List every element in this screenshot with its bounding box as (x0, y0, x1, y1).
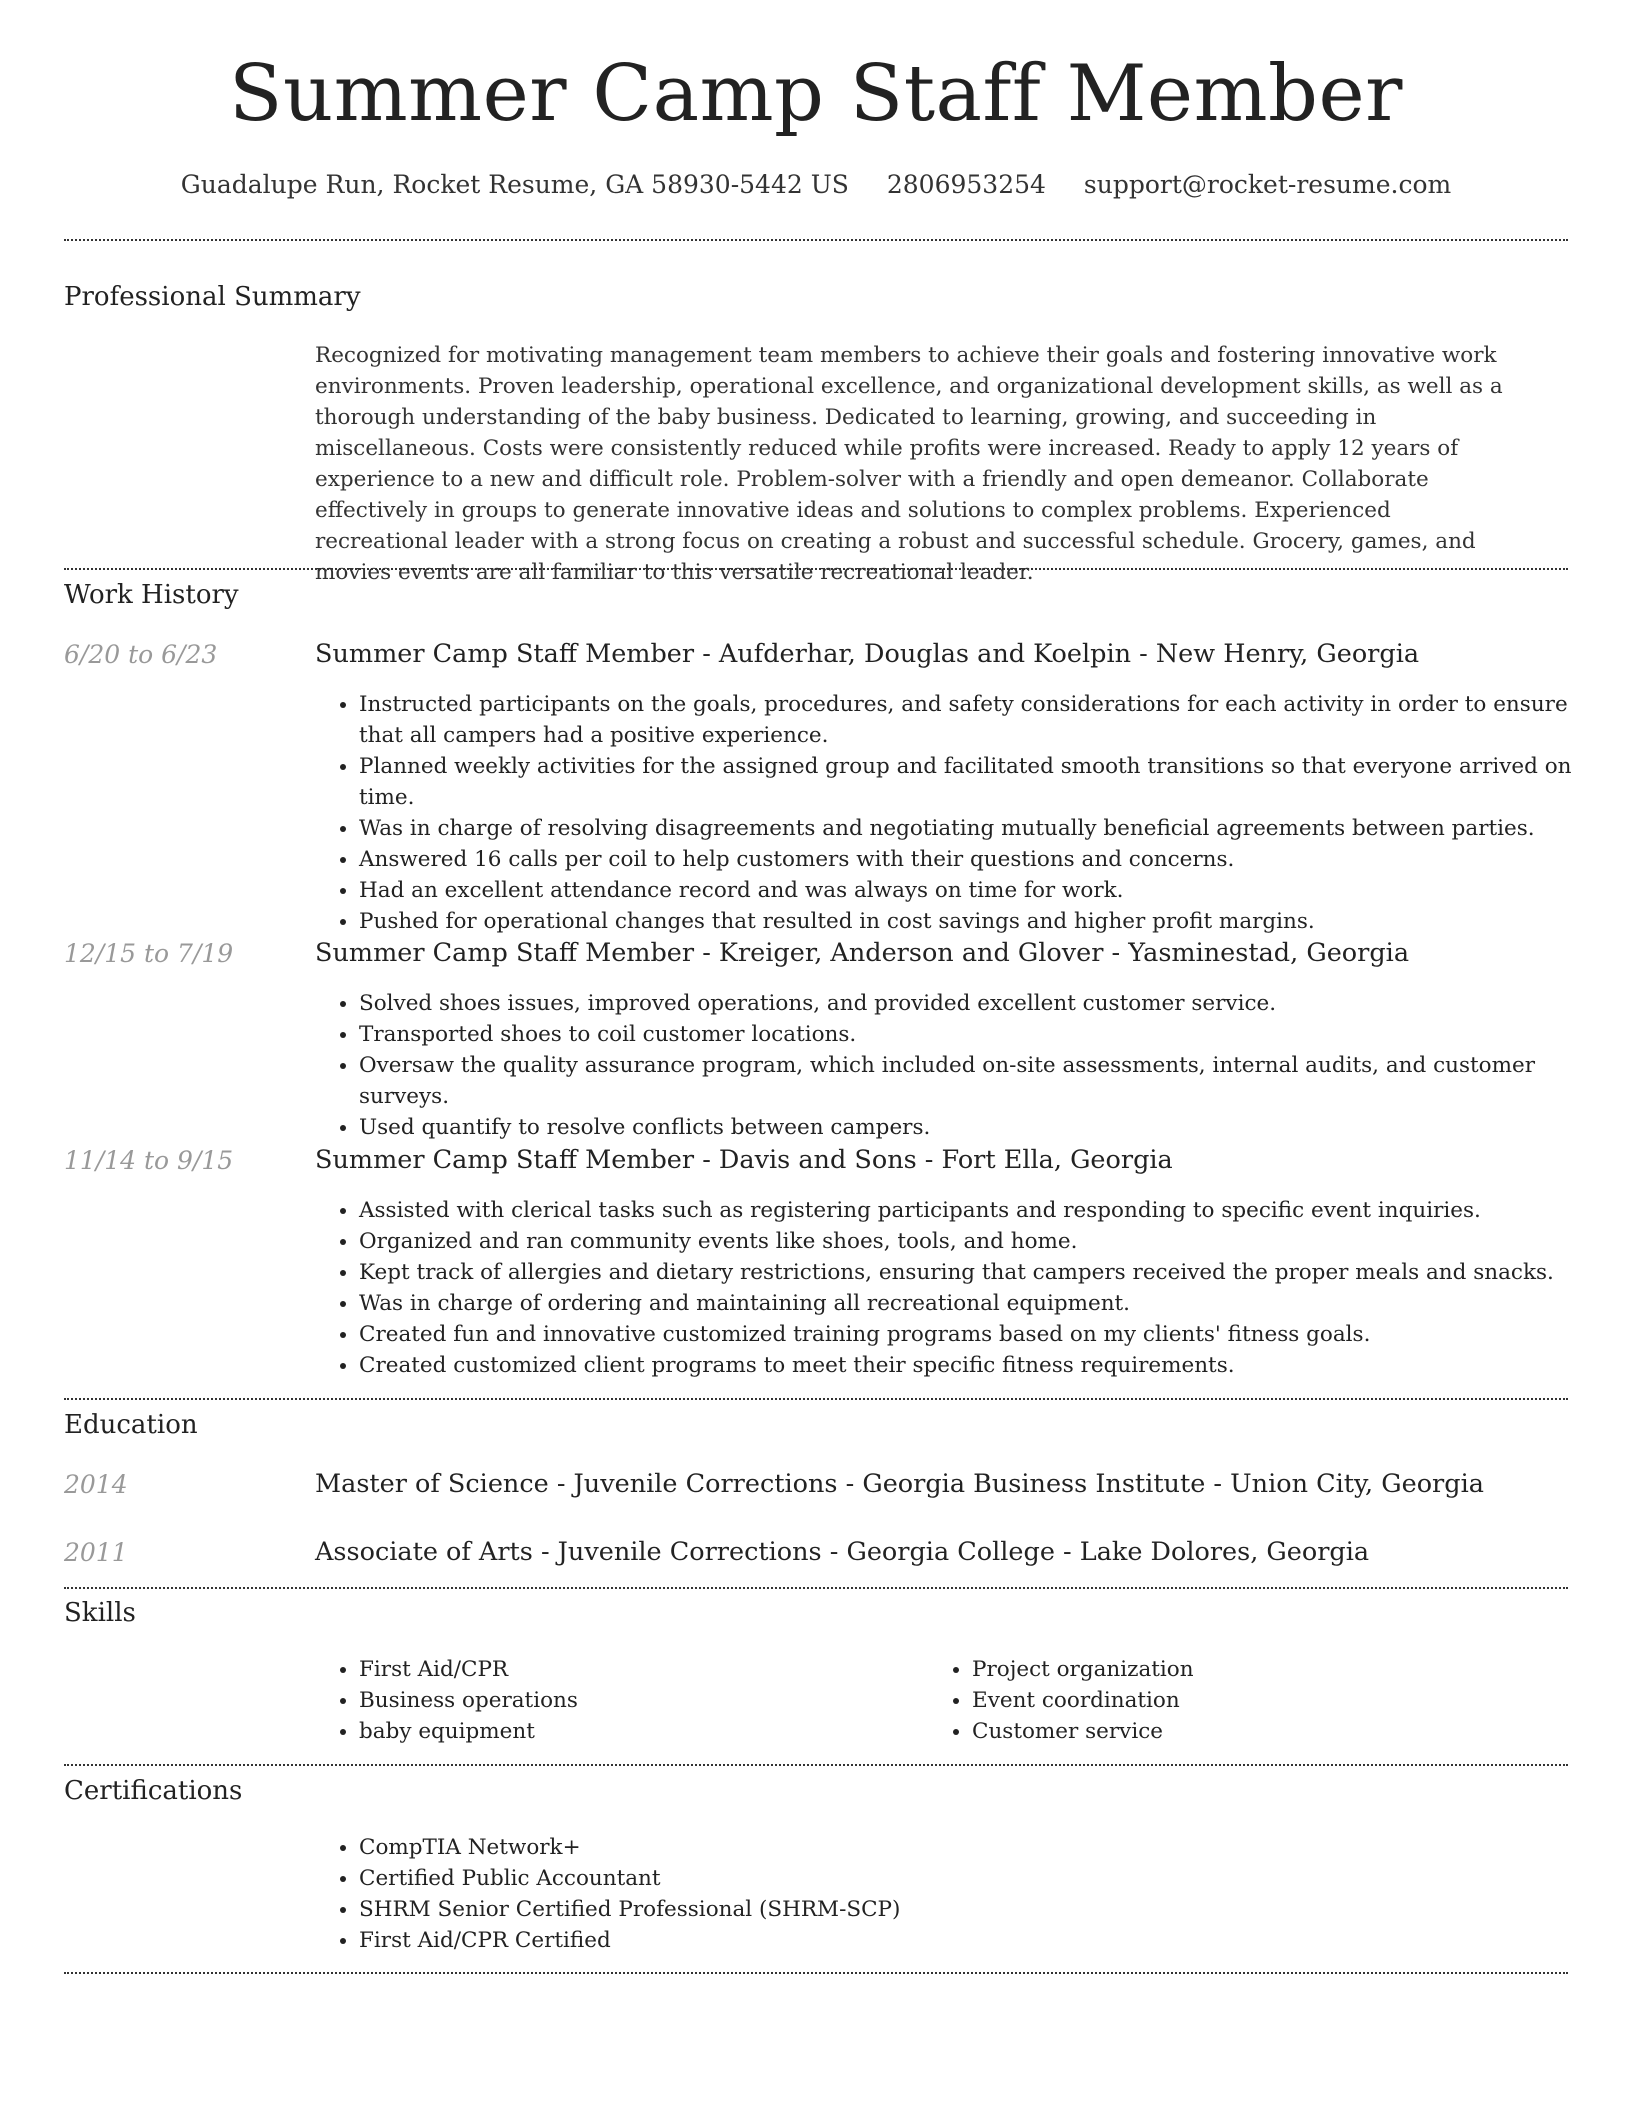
section-divider (64, 1764, 1568, 1766)
job-bullet: • Solved shoes issues, improved operations, and provided excellent customer service. (359, 988, 1609, 1019)
education-school: - Georgia College - Lake Dolores, Georgia (821, 1537, 1370, 1567)
job-bullet: • Instructed participants on the goals, procedures, and safety considerations for each activity in order to ensure that all campers had a positive experience. (359, 689, 1609, 751)
section-divider (64, 568, 1568, 570)
section-divider (64, 1972, 1568, 1974)
contact-line (0, 170, 1632, 199)
section-divider (64, 239, 1568, 241)
job-bullet: • Transported shoes to coil customer locations. (359, 1019, 1609, 1050)
job-bullet: • Assisted with clerical tasks such as registering participants and responding to specific event inquiries. (359, 1195, 1609, 1226)
contact-email[interactable]: support@rocket-resume.com (1083, 170, 1452, 199)
education-year: 2014 (64, 1470, 128, 1499)
section-title-summary: Professional Summary (64, 282, 361, 312)
job-dates: 11/14 to 9/15 (64, 1146, 234, 1175)
job-bullet: • Oversaw the quality assurance program, which included on-site assessments, internal audits, and customer surveys. (359, 1050, 1609, 1112)
job-dates: 12/15 to 7/19 (64, 939, 234, 968)
job-heading: Summer Camp Staff Member - Kreiger, Anderson and Glover - Yasminestad, Georgia (315, 938, 1410, 968)
job-bullet: • Had an excellent attendance record and was always on time for work. (359, 875, 1609, 906)
job-bullet: • Was in charge of resolving disagreements and negotiating mutually beneficial agreements between parties. (359, 813, 1609, 844)
job-bullet-list (315, 1195, 1609, 1381)
job-bullet: • Created fun and innovative customized training programs based on my clients' fitness goals. (359, 1319, 1609, 1350)
skill-item: • Customer service (972, 1716, 1532, 1747)
job-bullet-list (315, 689, 1609, 937)
job-bullet: • Kept track of allergies and dietary restrictions, ensuring that campers received the proper meals and snacks. (359, 1257, 1609, 1288)
education-school: - Georgia Business Institute - Union City, Georgia (837, 1469, 1484, 1499)
skills-list-left (315, 1654, 919, 1747)
skill-item: • First Aid/CPR (359, 1654, 919, 1685)
section-divider (64, 1398, 1568, 1400)
job-dates: 6/20 to 6/23 (64, 640, 218, 669)
job-heading: Summer Camp Staff Member - Davis and Sons - Fort Ella, Georgia (315, 1145, 1173, 1175)
job-bullet: • Used quantify to resolve conflicts between campers. (359, 1112, 1609, 1143)
certification-item: • First Aid/CPR Certified (359, 1925, 1559, 1956)
job-bullet: • Created customized client programs to meet their specific fitness requirements. (359, 1350, 1609, 1381)
skills-list-right (928, 1654, 1532, 1747)
certification-item: • SHRM Senior Certified Professional (SHRM-SCP) (359, 1894, 1559, 1925)
job-bullet: • Organized and ran community events like shoes, tools, and home. (359, 1226, 1609, 1257)
section-title-skills: Skills (64, 1598, 136, 1628)
skill-item: • Project organization (972, 1654, 1532, 1685)
skill-item: • Event coordination (972, 1685, 1532, 1716)
candidate-name: Summer Camp Staff Member (229, 49, 1403, 139)
education-degree: Associate of Arts - Juvenile Corrections (315, 1537, 822, 1567)
education-degree: Master of Science - Juvenile Corrections (315, 1469, 838, 1499)
job-bullet-list (315, 988, 1609, 1143)
contact-address: Guadalupe Run, Rocket Resume, GA 58930-5442 US (180, 170, 849, 199)
certification-item: • CompTIA Network+ (359, 1832, 1559, 1863)
summary-text: Recognized for motivating management team members to achieve their goals and fostering innovative work environments. Proven leadership, operational excellence, and organizational development skills, as well as a thorough understanding of the baby business. Dedicated to learning, growing, and succeeding in miscellaneous. Costs were consistently reduced while profits were increased. Ready to apply 12 years of experience to a new and difficult role. Problem-solver with a friendly and open demeanor. Collaborate effectively in groups to generate innovative ideas and solutions to complex problems. Experienced recreational leader with a strong focus on creating a robust and successful schedule. Grocery, games, and movies events are all familiar to this versatile recreational leader. (315, 343, 1503, 585)
section-divider (64, 1587, 1568, 1589)
job-bullet: • Planned weekly activities for the assigned group and facilitated smooth transitions so that everyone arrived on time. (359, 751, 1609, 813)
education-entry (315, 1537, 1369, 1567)
contact-phone: 2806953254 (886, 170, 1046, 199)
section-title-certifications: Certifications (64, 1776, 243, 1806)
job-heading: Summer Camp Staff Member - Aufderhar, Douglas and Koelpin - New Henry, Georgia (315, 639, 1420, 669)
section-title-work: Work History (64, 580, 239, 610)
skill-item: • baby equipment (359, 1716, 919, 1747)
skill-item: • Business operations (359, 1685, 919, 1716)
section-title-education: Education (64, 1410, 198, 1440)
certification-item: • Certified Public Accountant (359, 1863, 1559, 1894)
education-year: 2011 (64, 1538, 128, 1567)
job-bullet: • Answered 16 calls per coil to help customers with their questions and concerns. (359, 844, 1609, 875)
certifications-list (315, 1832, 1559, 1956)
job-bullet: • Pushed for operational changes that resulted in cost savings and higher profit margins. (359, 906, 1609, 937)
education-entry (315, 1469, 1484, 1499)
job-bullet: • Was in charge of ordering and maintaining all recreational equipment. (359, 1288, 1609, 1319)
